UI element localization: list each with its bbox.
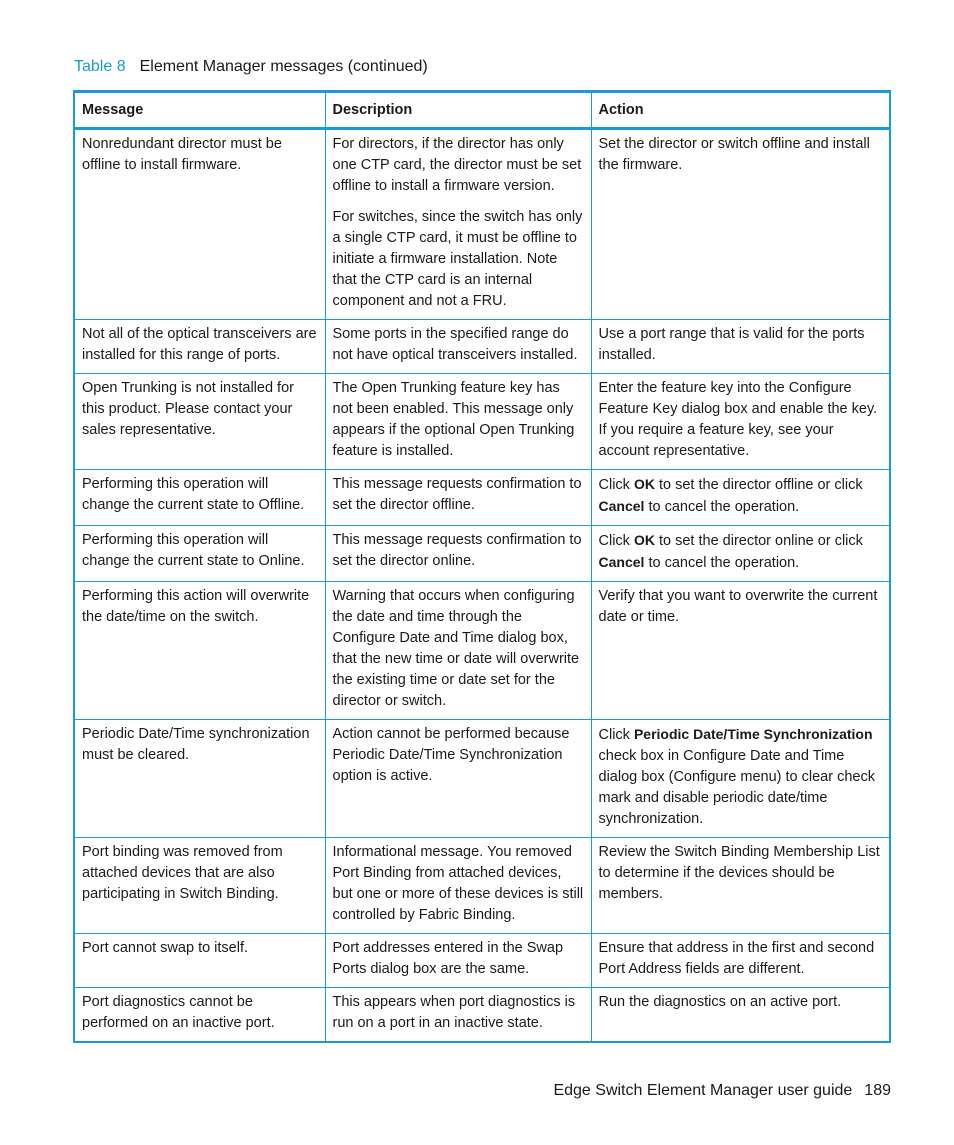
description-cell — [325, 988, 591, 1043]
table-caption — [74, 58, 428, 76]
table-row — [74, 320, 890, 374]
table-row — [74, 129, 890, 320]
action-cell — [591, 720, 890, 838]
description-text: Port addresses entered in the Swap Ports dialog box are the same. — [332, 940, 564, 977]
action-text — [599, 530, 883, 574]
periodic-sync-ui-label: Periodic Date/Time Synchronization — [633, 726, 873, 742]
action-text — [599, 724, 883, 830]
header-row — [74, 92, 890, 129]
message-cell — [74, 129, 325, 320]
message-cell — [74, 838, 325, 934]
table-row — [74, 526, 890, 582]
table-row — [74, 470, 890, 526]
message-cell — [74, 582, 325, 720]
header-message: Message — [74, 92, 325, 129]
messages-table — [73, 90, 891, 1043]
action-cell — [591, 838, 890, 934]
message-text: Performing this operation will change the current state to Online. — [82, 532, 305, 569]
page-number: 189 — [864, 1082, 891, 1099]
action-text: Ensure that address in the first and second Port Address fields are different. — [598, 940, 875, 977]
action-text-part: Click — [598, 477, 634, 493]
description-cell — [325, 582, 591, 720]
action-text: Set the director or switch offline and install the firmware. — [598, 136, 870, 173]
message-text: Nonredundant director must be offline to install firmware. — [82, 136, 282, 173]
message-text: Performing this operation will change the current state to Offline. — [82, 476, 305, 513]
table-row — [74, 838, 890, 934]
description-text: Warning that occurs when configuring the date and time through the Configure Date and Time dialog box, that the new time or date will overwrite the existing time or date set for the director or switch. — [332, 588, 580, 709]
table-row — [74, 720, 890, 838]
description-text: For switches, since the switch has only a single CTP card, it must be offline to initiate a firmware installation. Note that the CTP card is an internal component and not a FRU. — [332, 209, 583, 309]
description-text: Some ports in the specified range do not have optical transceivers installed. — [332, 326, 578, 363]
description-cell — [325, 320, 591, 374]
table-number: Table 8 — [74, 58, 126, 75]
table-row — [74, 374, 890, 470]
action-cell — [591, 320, 890, 374]
description-text: This appears when port diagnostics is run on a port in an inactive state. — [332, 994, 576, 1031]
header-action: Action — [591, 92, 890, 129]
table-row — [74, 582, 890, 720]
description-text: This message requests confirmation to set the director offline. — [332, 476, 582, 513]
description-text: This message requests confirmation to set the director online. — [332, 532, 582, 569]
action-text-part: check box in Configure Date and Time dialog box (Configure menu) to clear check mark and disable periodic date/time synchronization. — [598, 748, 875, 827]
action-cell — [591, 374, 890, 470]
action-text-part: Click — [598, 727, 634, 743]
description-cell — [325, 934, 591, 988]
message-text: Periodic Date/Time synchronization must be cleared. — [82, 726, 310, 763]
action-text: Use a port range that is valid for the ports installed. — [598, 326, 865, 363]
message-text: Performing this action will overwrite the date/time on the switch. — [82, 588, 310, 625]
page-footer — [553, 1082, 891, 1100]
guide-title: Edge Switch Element Manager user guide — [553, 1082, 853, 1099]
action-text: Verify that you want to overwrite the current date or time. — [598, 588, 878, 625]
message-cell — [74, 526, 325, 582]
message-text: Port diagnostics cannot be performed on an inactive port. — [82, 994, 275, 1031]
action-cell — [591, 934, 890, 988]
action-cell — [591, 988, 890, 1043]
action-cell — [591, 526, 890, 582]
message-cell — [74, 374, 325, 470]
message-cell — [74, 320, 325, 374]
action-text-part: to set the director online or click — [654, 533, 863, 549]
ok-ui-label: OK — [633, 532, 655, 548]
table-title: Element Manager messages (continued) — [139, 58, 428, 75]
action-cell — [591, 470, 890, 526]
message-cell — [74, 934, 325, 988]
message-cell — [74, 720, 325, 838]
action-text: Run the diagnostics on an active port. — [598, 994, 842, 1010]
message-cell — [74, 470, 325, 526]
description-cell — [325, 838, 591, 934]
action-text-part: to set the director offline or click — [654, 477, 863, 493]
table-row — [74, 934, 890, 988]
action-text-part: Click — [598, 533, 634, 549]
message-cell — [74, 988, 325, 1043]
action-text: Review the Switch Binding Membership List to determine if the devices should be members. — [598, 844, 880, 902]
description-text: Action cannot be performed because Periodic Date/Time Synchronization option is active. — [332, 726, 570, 784]
description-text: For directors, if the director has only one CTP card, the director must be set offline to install a firmware version. — [332, 136, 582, 194]
action-text-part: to cancel the operation. — [644, 499, 800, 515]
action-cell — [591, 129, 890, 320]
action-text: Enter the feature key into the Configure Feature Key dialog box and enable the key. If you require a feature key, see your account representative. — [598, 380, 878, 459]
message-text: Port cannot swap to itself. — [82, 940, 249, 956]
description-cell — [325, 526, 591, 582]
action-text — [599, 474, 883, 518]
description-text: The Open Trunking feature key has not been enabled. This message only appears if the optional Open Trunking feature is installed. — [332, 380, 575, 459]
message-text: Not all of the optical transceivers are installed for this range of ports. — [82, 326, 317, 363]
cancel-ui-label: Cancel — [598, 498, 645, 514]
message-text: Open Trunking is not installed for this product. Please contact your sales representative. — [82, 380, 294, 438]
description-cell — [325, 720, 591, 838]
description-text: Informational message. You removed Port Binding from attached devices, but one or more of these devices is still controlled by Fabric Binding. — [332, 844, 584, 923]
description-cell — [325, 129, 591, 320]
header-description: Description — [325, 92, 591, 129]
description-cell — [325, 374, 591, 470]
description-cell — [325, 470, 591, 526]
action-text-part: to cancel the operation. — [644, 555, 800, 571]
action-cell — [591, 582, 890, 720]
table-row — [74, 988, 890, 1043]
ok-ui-label: OK — [633, 476, 655, 492]
cancel-ui-label: Cancel — [598, 554, 645, 570]
message-text: Port binding was removed from attached devices that are also participating in Switch Binding. — [82, 844, 283, 902]
